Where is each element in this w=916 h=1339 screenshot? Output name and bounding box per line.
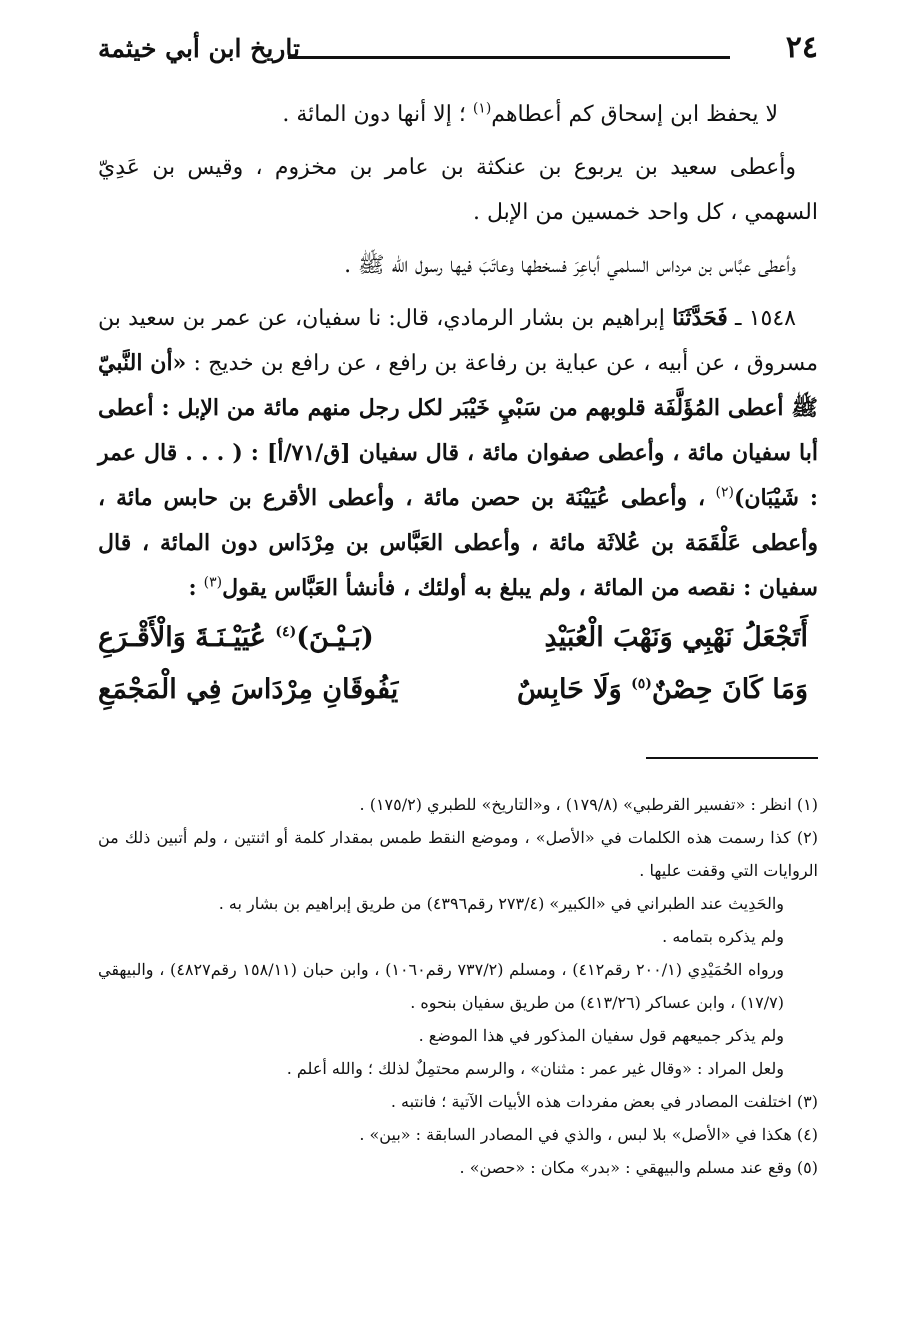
footnote-2-continuation: ولم يذكر جميعهم قول سفيان المذكور في هذا الموضع . — [418, 1026, 784, 1045]
paragraph-2: وأعطى سعيد بن يربوع بن عنكثة بن عامر بن مخزوم ، وقيس بن عَدِيّ السهمي ، كل واحد خمسين من الإبل . — [98, 155, 818, 225]
footnote-2: (٢) كذا رسمت هذه الكلمات في «الأصل» ، وموضع النقط طمس بمقدار كلمة أو اثنتين ، ولم أتبين ذلك من الروايات التي وقفت عليها . — [98, 828, 818, 880]
paragraph-1-end: ؛ إلا أنها دون المائة . — [282, 102, 466, 127]
book-title: تاريخ ابن أبي خيثمة — [98, 34, 300, 63]
page-number: ٢٤ — [785, 30, 818, 65]
verse-2-first-text: وَمَا كَانَ حِصْنٌ — [651, 674, 808, 705]
hadith-isnad: إبراهيم بن بشار الرمادي، قال: نا سفيان، عن عمر بن سعيد بن مسروق ، عن أبيه ، عن عباية بن رفاعة بن رافع ، عن رافع بن خديج : — [98, 306, 819, 376]
footnote-2-continuation: والحَدِيث عند الطبراني في «الكبير» (٢٧٣/٤ رقم٤٣٩٦) من طريق إبراهيم بن بشار به . — [218, 894, 784, 913]
verse-1-variant-word: (بَـيْـنَ) — [296, 622, 374, 653]
paragraph-1-text: لا يحفظ ابن إسحاق كم أعطاهم — [491, 102, 778, 127]
paragraph-1 — [98, 92, 818, 137]
verse-1 — [98, 612, 818, 664]
footnote-ref-2: (٢) — [715, 484, 734, 501]
footnotes — [98, 788, 818, 1184]
poem — [98, 612, 818, 716]
footnote-ref-4: (٤) — [275, 624, 297, 640]
verse-2-first-end: وَلَا حَابِسٌ — [517, 674, 622, 705]
footnote-3: (٣) اختلفت المصادر في بعض مفردات هذه الأبيات الآتية ؛ فانتبه . — [390, 1092, 818, 1111]
hadith-1548 — [98, 296, 818, 611]
footnote-ref-5: (٥) — [631, 676, 652, 692]
paragraph-3: وأعطى عبَّاس بن مرداس السلمي أباعِرَ فسخطها وعاتَبَ فيها رسول الله ﷺ . — [344, 253, 796, 278]
footnote-4: (٤) هكذا في «الأصل» بلا لبس ، والذي في المصادر السابقة : «بين» . — [359, 1125, 818, 1144]
footnote-2-continuation: ولم يذكره بتمامه . — [662, 927, 784, 946]
footnote-ref-3: (٣) — [203, 574, 223, 591]
footnote-1: (١) انظر : «تفسير القرطبي» (١٧٩/٨) ، و«التاريخ» للطبري (١٧٥/٢) . — [359, 795, 818, 814]
running-header — [98, 30, 818, 70]
hadith-matn-2: ، وأعطى عُيَيْنَة بن حصن مائة ، وأعطى الأقرع بن حابس مائة ، وأعطى عَلْقَمَة بن عُلاثَة مائة ، وأعطى العَبَّاس بن مِرْدَاس دون المائة ، قال سفيان : نقصه من المائة ، ولم يبلغ به أولئك ، فأنشأ العَبَّاس يقول — [98, 485, 818, 601]
footnote-2-continuation: ورواه الحُمَيْدِي (٢٠٠/١ رقم٤١٢) ، ومسلم (٧٣٧/٢ رقم١٠٦٠) ، وابن حبان (١٥٨/١١ رقم٤٨٢٧) ، والبيهقي (١٧/٧) ، وابن عساكر (٤١٣/٢٦) من طريق سفيان بنحوه . — [98, 960, 785, 1012]
footnote-5: (٥) وقع عند مسلم والبيهقي : «بدر» مكان : «حصن» . — [459, 1158, 818, 1177]
hadith-opening: فَحَدَّثَنَا — [672, 305, 728, 331]
header-rule — [288, 56, 730, 59]
verse-1-second-hemistich — [98, 612, 374, 664]
verse-2-first-hemistich — [517, 664, 808, 716]
footnote-ref-1: (١) — [472, 100, 492, 117]
verse-1-second-text: عُيَيْـنَـةَ وَالْأَقْـرَعِ — [98, 622, 267, 653]
verse-1-first-hemistich: أَتَجْعَلُ نَهْبِي وَنَهْبَ الْعُبَيْدِ — [544, 622, 808, 653]
footnote-separator — [646, 757, 818, 759]
footnote-2-continuation: ولعل المراد : «وقال غير عمر : مثنان» ، والرسم محتمِلٌ لذلك ؛ والله أعلم . — [286, 1059, 784, 1078]
hadith-number: ١٥٤٨ ـ — [735, 306, 796, 331]
hadith-matn-1: «أن النَّبيّ ﷺ أعطى المُؤَلَّفَة قلوبهم من سَبْيِ خَيْبَر لكل رجل منهم مائة من الإبل : أعطى أبا سفيان مائة ، وأعطى صفوان مائة ، قال سفيان [ق/٧١/أ] : ( . . . قال عمر : شَيْبَان) — [98, 350, 819, 511]
verse-2 — [98, 664, 818, 716]
hadith-end: : — [188, 575, 197, 601]
verse-2-second-hemistich: يَفُوقَانِ مِرْدَاسَ فِي الْمَجْمَعِ — [98, 674, 399, 705]
main-text — [98, 92, 818, 619]
